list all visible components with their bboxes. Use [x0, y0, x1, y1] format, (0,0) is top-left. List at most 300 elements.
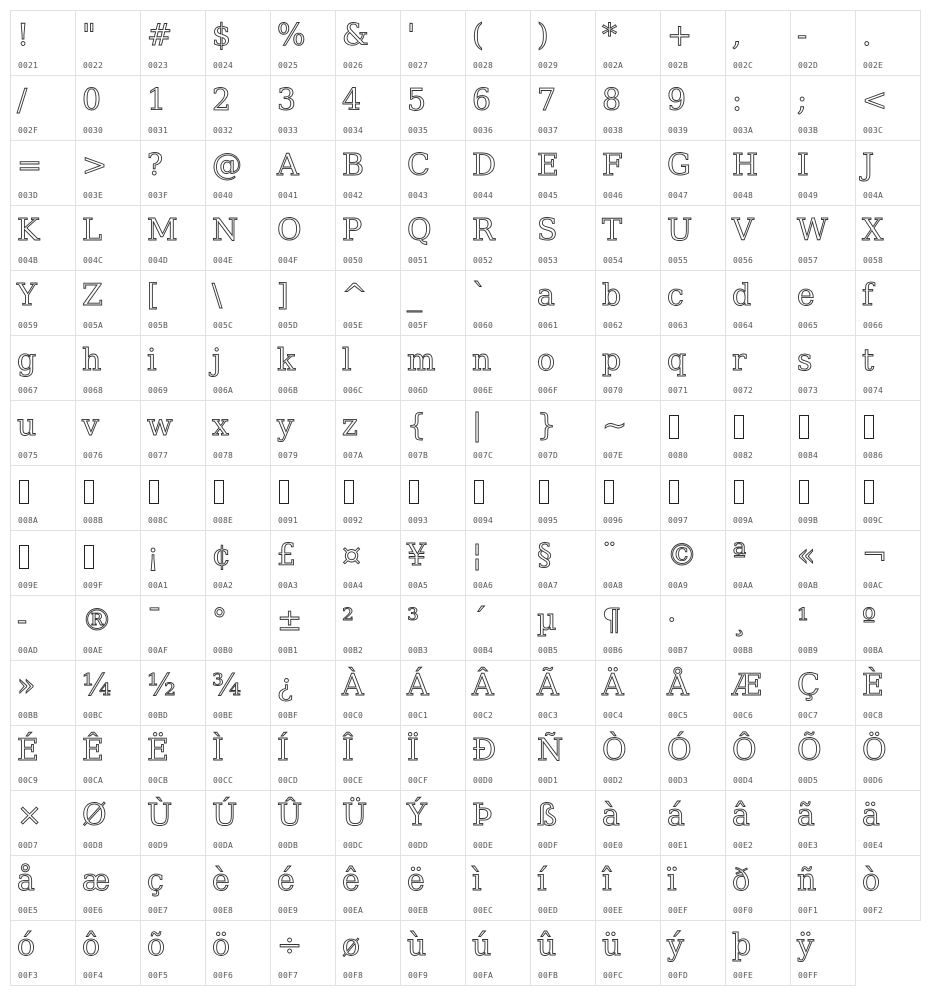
glyph-sample: È — [862, 668, 884, 703]
glyph-code: 00F5 — [148, 971, 169, 980]
missing-glyph-box-icon — [864, 415, 874, 439]
glyph-code: 0045 — [538, 191, 559, 200]
glyph-code: 00E2 — [733, 841, 754, 850]
glyph-cell — [336, 271, 401, 336]
glyph-sample: V — [732, 213, 754, 248]
glyph-cell — [661, 531, 726, 596]
glyph-code: 00F1 — [798, 906, 819, 915]
glyph-sample: ¶ — [602, 603, 622, 638]
glyph-sample: : — [732, 83, 743, 118]
glyph-code: 00E0 — [603, 841, 624, 850]
glyph-sample: { — [407, 408, 427, 443]
glyph-sample: ~ — [602, 408, 628, 443]
glyph-cell — [11, 921, 76, 986]
glyph-code: 00FC — [603, 971, 624, 980]
glyph-cell — [726, 11, 791, 76]
glyph-sample: * — [602, 18, 617, 53]
glyph-cell — [141, 726, 206, 791]
glyph-sample: a — [537, 278, 555, 313]
glyph-code: 0026 — [343, 61, 364, 70]
glyph-cell — [596, 726, 661, 791]
glyph-code: 003A — [733, 126, 754, 135]
glyph-sample: Ó — [667, 733, 692, 768]
glyph-sample: Ö — [862, 733, 887, 768]
glyph-cell — [596, 401, 661, 466]
glyph-sample: ú — [472, 928, 492, 963]
glyph-cell — [531, 921, 596, 986]
glyph-code: 007C — [473, 451, 494, 460]
glyph-sample: k — [277, 343, 296, 378]
glyph-sample: ? — [147, 148, 164, 183]
missing-glyph-box-icon — [279, 480, 289, 504]
glyph-sample: v — [82, 408, 99, 443]
glyph-sample: S — [537, 213, 558, 248]
glyph-sample: « — [797, 538, 816, 573]
glyph-code: 005D — [278, 321, 299, 330]
glyph-code: 00CC — [213, 776, 234, 785]
glyph-cell — [661, 791, 726, 856]
glyph-sample: N — [212, 213, 239, 248]
glyph-cell — [401, 466, 466, 531]
glyph-code: 003E — [83, 191, 104, 200]
glyph-cell — [141, 401, 206, 466]
glyph-sample: O — [277, 213, 302, 248]
glyph-code: 00ED — [538, 906, 559, 915]
glyph-cell — [336, 661, 401, 726]
glyph-cell — [76, 856, 141, 921]
glyph-sample: Ü — [342, 798, 368, 833]
glyph-code: 0059 — [18, 321, 39, 330]
glyph-code: 009A — [733, 516, 754, 525]
glyph-cell — [726, 726, 791, 791]
glyph-cell — [596, 466, 661, 531]
glyph-code: 0093 — [408, 516, 429, 525]
glyph-code: 00DB — [278, 841, 299, 850]
glyph-cell — [856, 11, 921, 76]
glyph-cell — [206, 596, 271, 661]
glyph-code: 00B6 — [603, 646, 624, 655]
glyph-sample: 8 — [602, 83, 622, 118]
glyph-sample: H — [732, 148, 759, 183]
glyph-sample: E — [537, 148, 559, 183]
glyph-sample: ¼ — [82, 668, 112, 703]
glyph-cell — [336, 401, 401, 466]
glyph-cell — [336, 791, 401, 856]
glyph-sample: d — [732, 278, 752, 313]
glyph-code: 00BD — [148, 711, 169, 720]
glyph-sample: w — [147, 408, 173, 443]
glyph-code: 00F9 — [408, 971, 429, 980]
glyph-sample: L — [82, 213, 102, 248]
glyph-cell — [596, 661, 661, 726]
glyph-sample: Ã — [537, 668, 559, 703]
glyph-cell — [141, 206, 206, 271]
glyph-code: 0044 — [473, 191, 494, 200]
glyph-cell — [856, 466, 921, 531]
glyph-cell — [336, 856, 401, 921]
glyph-code: 0048 — [733, 191, 754, 200]
glyph-cell — [596, 921, 661, 986]
glyph-code: 0073 — [798, 386, 819, 395]
glyph-cell — [401, 531, 466, 596]
glyph-sample: g — [17, 343, 37, 378]
glyph-cell — [141, 596, 206, 661]
glyph-code: 002E — [863, 61, 884, 70]
glyph-sample: Ç — [797, 668, 820, 703]
glyph-code: 0030 — [83, 126, 104, 135]
glyph-cell — [141, 76, 206, 141]
glyph-cell — [141, 271, 206, 336]
glyph-code: 00F8 — [343, 971, 364, 980]
glyph-code: 00E7 — [148, 906, 169, 915]
glyph-cell — [661, 466, 726, 531]
glyph-sample: » — [17, 668, 36, 703]
glyph-cell — [791, 791, 856, 856]
glyph-cell — [206, 661, 271, 726]
glyph-code: 00AA — [733, 581, 754, 590]
glyph-code: 0080 — [668, 451, 689, 460]
glyph-sample: D — [472, 148, 497, 183]
glyph-sample: 0 — [82, 83, 102, 118]
glyph-cell — [791, 206, 856, 271]
glyph-code: 00C2 — [473, 711, 494, 720]
glyph-cell — [401, 11, 466, 76]
glyph-cell — [856, 336, 921, 401]
glyph-cell — [596, 531, 661, 596]
glyph-sample: 6 — [472, 83, 492, 118]
glyph-code: 0066 — [863, 321, 884, 330]
missing-glyph-box-icon — [604, 480, 614, 504]
glyph-cell — [596, 791, 661, 856]
glyph-cell — [791, 531, 856, 596]
glyph-sample: Z — [82, 278, 103, 313]
glyph-sample: ¿ — [277, 668, 294, 703]
glyph-cell — [271, 141, 336, 206]
glyph-cell — [271, 271, 336, 336]
glyph-cell — [271, 401, 336, 466]
glyph-code: 0079 — [278, 451, 299, 460]
glyph-cell — [141, 856, 206, 921]
glyph-code: 00FE — [733, 971, 754, 980]
missing-glyph-box-icon — [19, 545, 29, 569]
glyph-code: 009E — [18, 581, 39, 590]
glyph-sample: 7 — [537, 83, 557, 118]
glyph-sample: u — [17, 408, 37, 443]
glyph-cell — [76, 596, 141, 661]
glyph-cell — [11, 336, 76, 401]
glyph-cell — [11, 661, 76, 726]
glyph-sample: ª — [732, 538, 747, 573]
glyph-code: 00EE — [603, 906, 624, 915]
glyph-sample: ü — [602, 928, 622, 963]
glyph-sample: f — [862, 278, 874, 313]
glyph-cell — [726, 401, 791, 466]
glyph-cell — [661, 596, 726, 661]
missing-glyph-box-icon — [474, 480, 484, 504]
glyph-cell — [271, 206, 336, 271]
glyph-code: 00D3 — [668, 776, 689, 785]
glyph-code: 00EC — [473, 906, 494, 915]
glyph-code: 002C — [733, 61, 754, 70]
glyph-cell — [531, 466, 596, 531]
glyph-code: 00D2 — [603, 776, 624, 785]
glyph-cell — [466, 791, 531, 856]
glyph-sample: ß — [537, 798, 558, 833]
glyph-code: 009B — [798, 516, 819, 525]
glyph-cell — [466, 531, 531, 596]
glyph-cell — [11, 466, 76, 531]
glyph-cell — [206, 401, 271, 466]
glyph-sample: - — [797, 18, 808, 53]
glyph-sample: & — [342, 18, 369, 53]
glyph-code: 00B4 — [473, 646, 494, 655]
glyph-code: 00A2 — [213, 581, 234, 590]
glyph-cell — [76, 206, 141, 271]
glyph-cell — [206, 791, 271, 856]
glyph-cell — [271, 11, 336, 76]
glyph-cell — [141, 141, 206, 206]
glyph-cell — [596, 141, 661, 206]
glyph-cell — [791, 466, 856, 531]
glyph-cell — [76, 661, 141, 726]
glyph-code: 00A5 — [408, 581, 429, 590]
glyph-sample: h — [82, 343, 102, 378]
glyph-sample: ® — [82, 603, 112, 638]
glyph-code: 00E1 — [668, 841, 689, 850]
glyph-code: 00D6 — [863, 776, 884, 785]
glyph-cell — [76, 726, 141, 791]
glyph-code: 006B — [278, 386, 299, 395]
glyph-sample: Ï — [407, 733, 419, 768]
glyph-sample: Ä — [602, 668, 624, 703]
glyph-cell — [726, 596, 791, 661]
glyph-cell — [531, 271, 596, 336]
glyph-cell — [466, 76, 531, 141]
glyph-sample: ¾ — [212, 668, 242, 703]
glyph-sample: e — [797, 278, 815, 313]
glyph-cell — [596, 596, 661, 661]
glyph-code: 00D1 — [538, 776, 559, 785]
glyph-code: 0057 — [798, 256, 819, 265]
glyph-sample: À — [342, 668, 364, 703]
glyph-code: 00A3 — [278, 581, 299, 590]
glyph-cell — [726, 141, 791, 206]
glyph-cell — [76, 11, 141, 76]
glyph-code: 005E — [343, 321, 364, 330]
glyph-sample: ¨ — [602, 538, 617, 573]
glyph-sample: Ø — [82, 798, 107, 833]
glyph-cell — [791, 596, 856, 661]
glyph-sample: > — [82, 148, 108, 183]
glyph-sample: ê — [342, 863, 360, 898]
glyph-cell — [531, 141, 596, 206]
glyph-code: 003F — [148, 191, 169, 200]
glyph-cell — [466, 921, 531, 986]
glyph-sample: x — [212, 408, 229, 443]
glyph-cell — [11, 141, 76, 206]
glyph-cell — [661, 856, 726, 921]
glyph-code: 007E — [603, 451, 624, 460]
glyph-sample: ë — [407, 863, 425, 898]
glyph-sample: î — [602, 863, 612, 898]
glyph-code: 0077 — [148, 451, 169, 460]
glyph-code: 0051 — [408, 256, 429, 265]
glyph-sample: Q — [407, 213, 432, 248]
glyph-cell — [11, 11, 76, 76]
glyph-cell — [336, 206, 401, 271]
glyph-code: 0037 — [538, 126, 559, 135]
glyph-code: 00B7 — [668, 646, 689, 655]
glyph-cell — [726, 531, 791, 596]
glyph-sample: ½ — [147, 668, 177, 703]
glyph-code: 0065 — [798, 321, 819, 330]
glyph-sample: + — [667, 18, 693, 53]
glyph-code: 003B — [798, 126, 819, 135]
glyph-code: 0078 — [213, 451, 234, 460]
glyph-cell — [76, 141, 141, 206]
glyph-sample: 1 — [147, 83, 167, 118]
glyph-sample: l — [342, 343, 352, 378]
glyph-code: 006A — [213, 386, 234, 395]
glyph-cell — [336, 11, 401, 76]
glyph-sample: Y — [17, 278, 37, 313]
glyph-code: 005B — [148, 321, 169, 330]
glyph-code: 0038 — [603, 126, 624, 135]
glyph-code: 0033 — [278, 126, 299, 135]
glyph-sample: " — [82, 18, 96, 53]
glyph-cell — [141, 791, 206, 856]
glyph-code: 005A — [83, 321, 104, 330]
glyph-code: 00FB — [538, 971, 559, 980]
glyph-cell — [401, 271, 466, 336]
glyph-code: 00E9 — [278, 906, 299, 915]
glyph-cell — [791, 141, 856, 206]
glyph-code: 007A — [343, 451, 364, 460]
glyph-code: 0040 — [213, 191, 234, 200]
glyph-code: 00FA — [473, 971, 494, 980]
glyph-sample: $ — [212, 18, 232, 53]
glyph-sample: . — [862, 18, 872, 53]
glyph-sample: Î — [342, 733, 354, 768]
glyph-cell — [661, 401, 726, 466]
missing-glyph-box-icon — [864, 480, 874, 504]
glyph-sample: ä — [862, 798, 880, 833]
glyph-sample: à — [602, 798, 620, 833]
glyph-cell — [791, 856, 856, 921]
glyph-code: 00BC — [83, 711, 104, 720]
glyph-code: 00C8 — [863, 711, 884, 720]
glyph-cell — [271, 856, 336, 921]
glyph-code: 007B — [408, 451, 429, 460]
glyph-sample: J — [862, 148, 875, 183]
glyph-sample: Ð — [472, 733, 497, 768]
glyph-code: 0053 — [538, 256, 559, 265]
glyph-code: 00AD — [18, 646, 39, 655]
glyph-sample: r — [732, 343, 747, 378]
glyph-code: 004E — [213, 256, 234, 265]
glyph-sample: W — [797, 213, 828, 248]
glyph-sample: ã — [797, 798, 815, 833]
glyph-code: 00CF — [408, 776, 429, 785]
glyph-cell — [141, 531, 206, 596]
glyph-cell — [791, 726, 856, 791]
glyph-sample: P — [342, 213, 363, 248]
glyph-code: 00C9 — [18, 776, 39, 785]
glyph-code: 0064 — [733, 321, 754, 330]
glyph-sample: ù — [407, 928, 427, 963]
glyph-sample: , — [732, 18, 742, 53]
glyph-code: 0058 — [863, 256, 884, 265]
glyph-code: 00DF — [538, 841, 559, 850]
glyph-cell — [791, 921, 856, 986]
glyph-cell — [531, 206, 596, 271]
glyph-cell — [11, 856, 76, 921]
glyph-sample: s — [797, 343, 813, 378]
glyph-code: 00A6 — [473, 581, 494, 590]
glyph-cell — [661, 661, 726, 726]
glyph-code: 00D7 — [18, 841, 39, 850]
glyph-cell — [401, 141, 466, 206]
glyph-cell — [401, 661, 466, 726]
glyph-code: 00EB — [408, 906, 429, 915]
glyph-cell — [206, 76, 271, 141]
glyph-sample: Â — [472, 668, 494, 703]
glyph-cell — [206, 141, 271, 206]
glyph-sample: o — [537, 343, 556, 378]
glyph-sample: ï — [667, 863, 677, 898]
glyph-cell — [856, 271, 921, 336]
glyph-cell — [791, 76, 856, 141]
glyph-cell — [661, 141, 726, 206]
glyph-cell — [466, 336, 531, 401]
glyph-code: 003D — [18, 191, 39, 200]
glyph-code: 00E3 — [798, 841, 819, 850]
glyph-sample: K — [17, 213, 40, 248]
glyph-code: 00CB — [148, 776, 169, 785]
glyph-code: 00CD — [278, 776, 299, 785]
glyph-sample: ¸ — [732, 603, 747, 638]
glyph-cell — [661, 271, 726, 336]
glyph-sample: â — [732, 798, 750, 833]
glyph-code: 0074 — [863, 386, 884, 395]
glyph-sample: ^ — [342, 278, 368, 313]
glyph-cell — [791, 336, 856, 401]
glyph-code: 00BE — [213, 711, 234, 720]
glyph-cell — [466, 141, 531, 206]
glyph-code: 00AC — [863, 581, 884, 590]
glyph-code: 00B5 — [538, 646, 559, 655]
glyph-sample: ó — [17, 928, 36, 963]
glyph-code: 0035 — [408, 126, 429, 135]
glyph-cell — [531, 791, 596, 856]
glyph-sample: ¤ — [342, 538, 362, 573]
glyph-sample: 4 — [342, 83, 362, 118]
glyph-sample: á — [667, 798, 685, 833]
glyph-sample: 3 — [277, 83, 297, 118]
missing-glyph-box-icon — [799, 480, 809, 504]
glyph-cell — [531, 661, 596, 726]
glyph-cell — [206, 11, 271, 76]
glyph-cell — [271, 76, 336, 141]
glyph-code: 009F — [83, 581, 104, 590]
glyph-code: 006E — [473, 386, 494, 395]
glyph-sample: Ì — [212, 733, 224, 768]
glyph-code: 0068 — [83, 386, 104, 395]
glyph-sample: y — [277, 408, 294, 443]
glyph-cell — [401, 921, 466, 986]
glyph-cell — [76, 76, 141, 141]
glyph-sample: i — [147, 343, 157, 378]
